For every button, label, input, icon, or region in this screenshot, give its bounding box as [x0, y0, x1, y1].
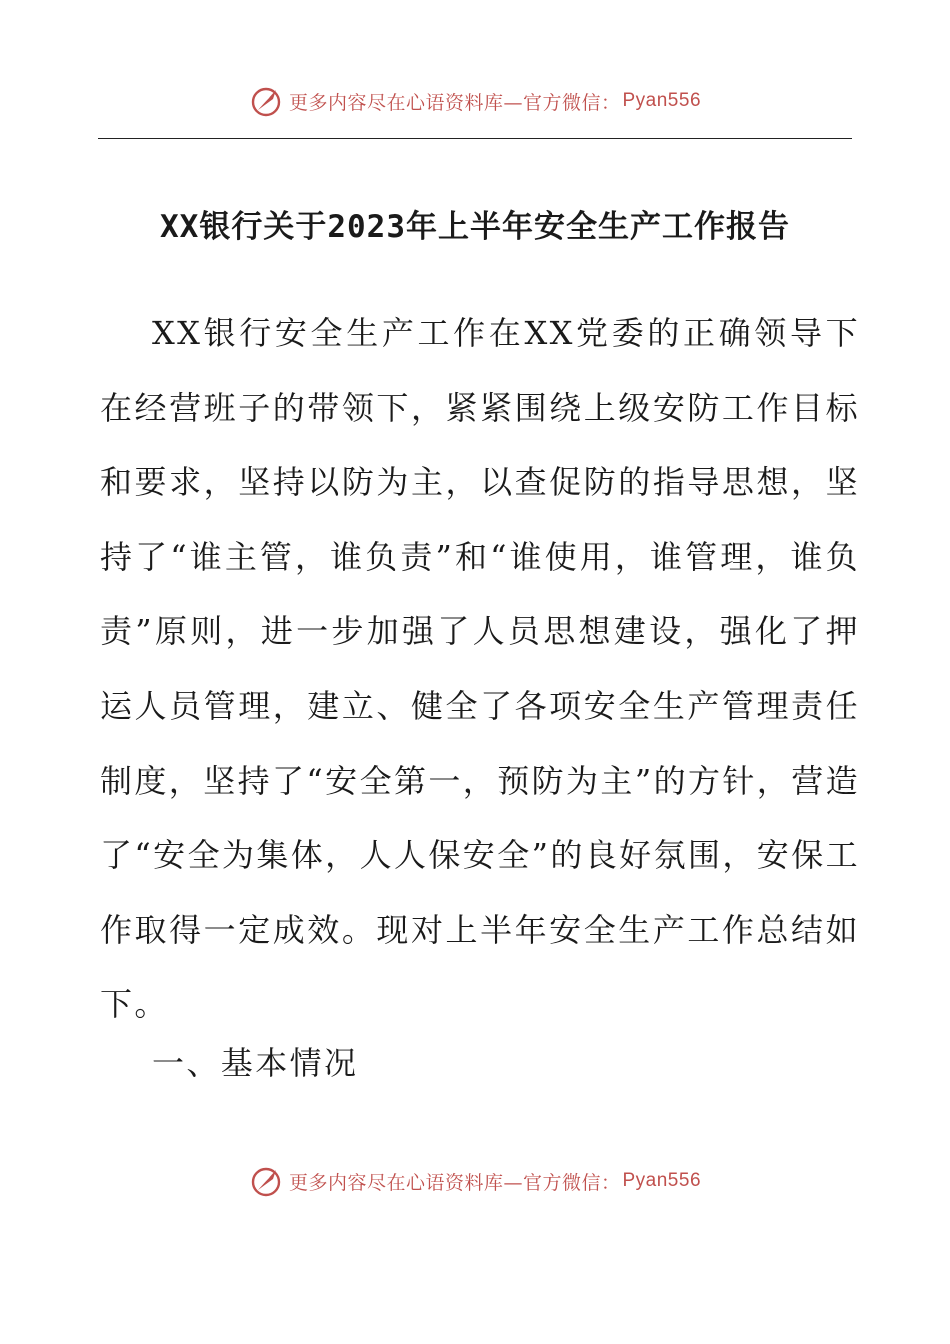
header-divider: [98, 138, 852, 139]
quill-pen-logo-icon: [249, 84, 283, 118]
section-heading: 一、基本情况: [152, 1044, 359, 1082]
watermark-text: 更多内容尽在心语资料库—官方微信：: [288, 91, 621, 114]
body-paragraph: XX银行安全生产工作在XX党委的正确领导下在经营班子的带领下，紧紧围绕上级安防工作目标和要求，坚持以防为主，以查促防的指导思想，坚持了“谁主管，谁负责”和“谁使用，谁管理，谁负责”原则，进一步加强了人员思想建设，强化了押运人员管理，建立、健全了各项安全生产管理责任制度，坚持了“安全第一，预防为主”的方针，营造了“安全为集体，人人保安全”的良好氛围，安保工作取得一定成效。现对上半年安全生产工作总结如下。: [100, 314, 860, 1024]
watermark-text: 更多内容尽在心语资料库—官方微信：: [288, 1171, 621, 1194]
footer-watermark: [0, 1164, 950, 1198]
watermark-wechat-id: Pyan556: [622, 90, 702, 111]
quill-pen-logo-icon: [249, 1164, 283, 1198]
document-title: XX银行关于2023年上半年安全生产工作报告: [160, 209, 790, 245]
header-watermark: [0, 84, 950, 118]
watermark-wechat-id: Pyan556: [622, 1170, 702, 1191]
